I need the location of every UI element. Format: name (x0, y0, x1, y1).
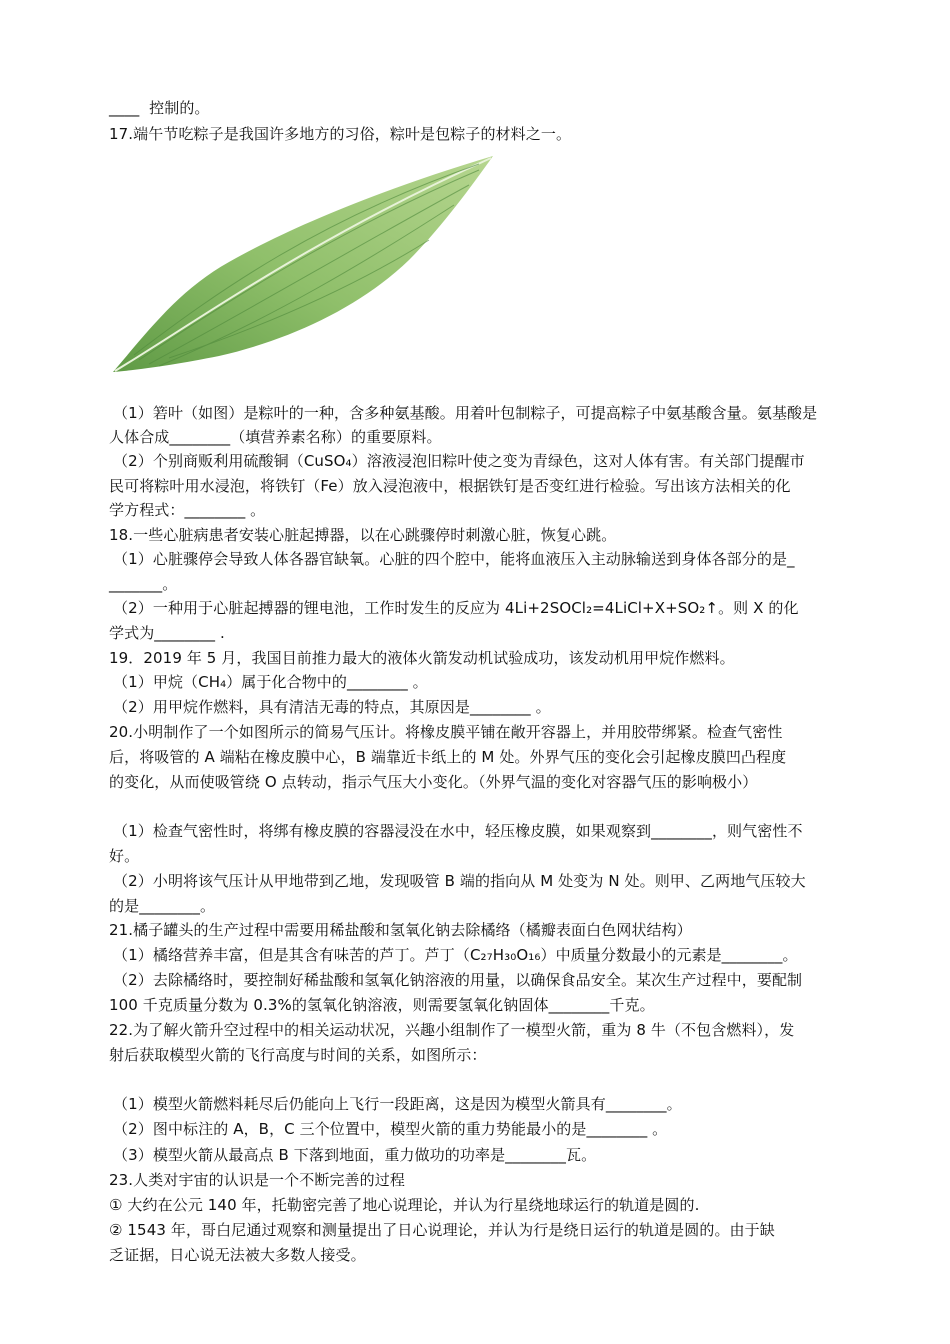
question-21-part-2-line-1: （2）去除橘络时，要控制好稀盐酸和氢氧化钠溶液的用量，以确保食品安全。某次生产过程中，要配制 (113, 971, 803, 989)
question-20-stem-line-1: 20.小明制作了一个如图所示的简易气压计。将橡皮膜平铺在敞开容器上，并用胶带绑紧。检查气密性 (109, 723, 783, 741)
question-19-stem: 19．2019 年 5 月，我国目前推力最大的液体火箭发动机试验成功，该发动机用甲烷作燃料。 (109, 649, 735, 667)
question-20-part-2-line-1: （2）小明将该气压计从甲地带到乙地，发现吸管 B 端的指向从 M 处变为 N 处。则甲、乙两地气压较大 (113, 872, 806, 890)
question-18-part-2-line-2: 学式为________ . (109, 624, 225, 642)
zongzi-leaf-image (109, 150, 495, 374)
question-17-part-1-line-1: （1）箬叶（如图）是粽叶的一种，含多种氨基酸。用着叶包制粽子，可提高粽子中氨基酸含量。氨基酸是 (113, 404, 818, 422)
question-23-item-2-line-2: 乏证据，日心说无法被大多数人接受。 (109, 1246, 366, 1264)
question-22-stem-line-2: 射后获取模型火箭的飞行高度与时间的关系，如图所示： (109, 1046, 487, 1064)
question-20-part-1-line-2: 好。 (109, 847, 140, 865)
question-17-part-1-line-2: 人体合成________（填营养素名称）的重要原料。 (109, 428, 442, 446)
question-18-part-2-line-1: （2）一种用于心脏起搏器的锂电池，工作时发生的反应为 4Li+2SOCl₂=4LiCl+X+SO₂↑。则 X 的化 (113, 599, 799, 617)
question-18-part-1-line-1: （1）心脏骤停会导致人体各器官缺氧。心脏的四个腔中，能将血液压入主动脉输送到身体各部分的是_ (113, 550, 795, 568)
question-18-part-1-line-2: _______。 (109, 575, 178, 593)
question-19-part-1: （1）甲烷（CH₄）属于化合物中的________ 。 (113, 673, 428, 691)
question-22-stem-line-1: 22.为了解火箭升空过程中的相关运动状况，兴趣小组制作了一模型火箭，重为 8 牛（不包含燃料），发 (109, 1021, 795, 1039)
question-20-part-2-line-2: 的是________。 (109, 897, 216, 915)
question-20-stem-line-3: 的变化，从而使吸管绕 O 点转动，指示气压大小变化。（外界气温的变化对容器气压的影响极小） (109, 773, 758, 791)
question-17-part-2-line-3: 学方程式：________ 。 (109, 501, 266, 519)
question-22-part-1: （1）模型火箭燃料耗尽后仍能向上飞行一段距离，这是因为模型火箭具有________。 (113, 1095, 682, 1113)
question-22-part-3: （3）模型火箭从最高点 B 下落到地面，重力做功的功率是________瓦。 (113, 1146, 597, 1164)
answer-fragment: ____ 控制的。 (109, 99, 210, 117)
question-23-stem: 23.人类对宇宙的认识是一个不断完善的过程 (109, 1171, 405, 1189)
question-23-item-2-line-1: ② 1543 年，哥白尼通过观察和测量提出了日心说理论，并认为行是绕日运行的轨道是圆的。由于缺 (109, 1221, 775, 1239)
question-20-part-1-line-1: （1）检查气密性时，将绑有橡皮膜的容器浸没在水中，轻压橡皮膜，如果观察到________，则气密性不 (113, 822, 803, 840)
question-17-stem: 17.端午节吃粽子是我国许多地方的习俗，粽叶是包粽子的材料之一。 (109, 125, 572, 143)
question-23-item-1: ① 大约在公元 140 年，托勒密完善了地心说理论，并认为行星绕地球运行的轨道是圆的. (109, 1196, 700, 1214)
question-21-part-2-line-2: 100 千克质量分数为 0.3%的氢氧化钠溶液，则需要氢氧化钠固体________千克。 (109, 996, 655, 1014)
question-17-part-2-line-2: 民可将粽叶用水浸泡，将铁钉（Fe）放入浸泡液中，根据铁钉是否变红进行检验。写出该方法相关的化 (109, 477, 791, 495)
question-22-part-2: （2）图中标注的 A，B，C 三个位置中，模型火箭的重力势能最小的是________ 。 (113, 1120, 668, 1138)
question-19-part-2: （2）用甲烷作燃料，具有清洁无毒的特点，其原因是________ 。 (113, 698, 551, 716)
question-18-stem: 18.一些心脏病患者安装心脏起搏器，以在心跳骤停时刺激心脏，恢复心跳。 (109, 526, 617, 544)
question-20-stem-line-2: 后，将吸管的 A 端粘在橡皮膜中心，B 端靠近卡纸上的 M 处。外界气压的变化会引起橡皮膜凹凸程度 (109, 748, 787, 766)
question-17-part-2-line-1: （2）个别商贩利用硫酸铜（CuSO₄）溶液浸泡旧粽叶使之变为青绿色，这对人体有害。有关部门提醒市 (113, 452, 805, 470)
question-21-part-1: （1）橘络营养丰富，但是其含有味苦的芦丁。芦丁（C₂₇H₃₀O₁₆）中质量分数最小的元素是________。 (113, 946, 798, 964)
question-21-stem: 21.橘子罐头的生产过程中需要用稀盐酸和氢氧化钠去除橘络（橘瓣表面白色网状结构） (109, 921, 692, 939)
